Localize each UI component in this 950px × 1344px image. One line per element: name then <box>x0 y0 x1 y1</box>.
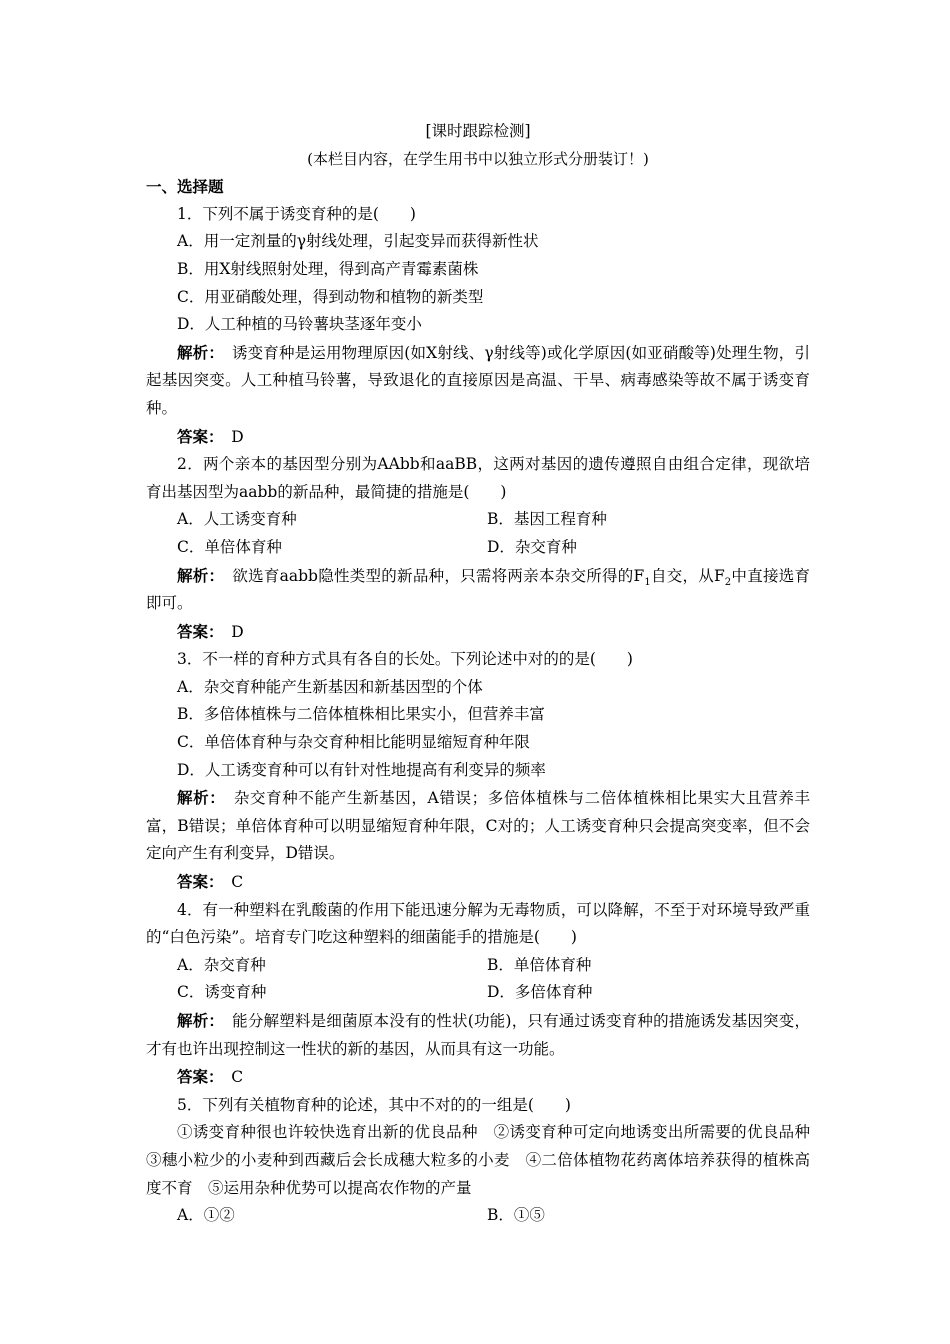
q1-option-a: A．用一定剂量的γ射线处理，引起变异而获得新性状 <box>177 232 539 251</box>
q4-options-row-1 <box>146 952 810 980</box>
q1-option-c: C．用亚硝酸处理，得到动物和植物的新类型 <box>177 287 484 306</box>
q2-option-c: C．单倍体育种 <box>177 537 282 556</box>
q3-option-d: D．人工诱变育种可以有针对性地提高有利变异的频率 <box>177 760 546 779</box>
q4-option-c: C．诱变育种 <box>177 983 267 1002</box>
q5-option-b: B．①⑤ <box>487 1206 545 1225</box>
subscript-2: 2 <box>724 576 732 588</box>
answer-label: 答案： <box>177 621 216 641</box>
q2-analysis-text-2: 自交，从F <box>650 566 725 585</box>
q1-analysis <box>146 339 810 423</box>
q4-options-row-2 <box>146 979 810 1007</box>
q2-answer <box>146 618 810 647</box>
q2-options-row-1 <box>146 506 810 534</box>
q3-answer <box>146 868 810 897</box>
q2-analysis-text-3: 中直接选育即可。 <box>146 566 810 613</box>
q2-options-row-2 <box>146 534 810 562</box>
q3-option-a: A．杂交育种能产生新基因和新基因型的个体 <box>177 677 483 696</box>
page-title: [课时跟踪检测] <box>425 122 531 140</box>
analysis-label: 解析： <box>177 1011 217 1030</box>
q4-analysis-text: 能分解塑料是细菌原本没有的性状(功能)，只有通过诱变育种的措施诱发基因突变，才有也许出现控制这一性状的新的基因，从而具有这一功能。 <box>146 1012 810 1058</box>
q4-option-a: A．杂交育种 <box>177 955 266 974</box>
q3-analysis-text: 杂交育种不能产生新基因，A错误；多倍体植株与二倍体植株相比果实大且营养丰富，B错误；单倍体育种可以明显缩短育种年限，C对的；人工诱变育种只会提高突变率，但不会定向产生有利变异，D错误。 <box>146 789 810 863</box>
analysis-label: 解析： <box>177 342 217 362</box>
q3-analysis <box>146 784 810 868</box>
q4-analysis <box>146 1007 810 1063</box>
q1-stem: 1．下列不属于诱变育种的是( ) <box>177 204 416 223</box>
q3-stem: 3．不一样的育种方式具有各自的长处。下列论述中对的的是( ) <box>177 650 633 669</box>
q2-stem: 2．两个亲本的基因型分别为AAbb和aaBB，这两对基因的遗传遵照自由组合定律，现欲培育出基因型为aabb的新品种，最简捷的措施是( ) <box>146 455 810 501</box>
q1-option-b: B．用X射线照射处理，得到高产青霉素菌株 <box>177 259 479 278</box>
q1-answer-value: D <box>231 427 244 446</box>
q2-analysis-text-1: 欲选育aabb隐性类型的新品种，只需将两亲本杂交所得的F <box>232 566 645 585</box>
q2-answer-value: D <box>231 622 244 641</box>
q5-stem: 5．下列有关植物育种的论述，其中不对的的一组是( ) <box>177 1095 571 1114</box>
q4-answer-value: C <box>231 1068 244 1087</box>
q2-analysis <box>146 562 810 618</box>
q4-option-b: B．单倍体育种 <box>487 955 592 974</box>
q4-stem: 4．有一种塑料在乳酸菌的作用下能迅速分解为无毒物质，可以降解，不至于对环境导致严重的“白色污染”。培育专门吃这种塑料的细菌能手的措施是( ) <box>146 900 810 947</box>
q1-analysis-text: 诱变育种是运用物理原因(如X射线、γ射线等)或化学原因(如亚硝酸等)处理生物，引起基因突变。人工种植马铃薯，导致退化的直接原因是高温、干旱、病毒感染等故不属于诱变育种。 <box>146 343 810 417</box>
document-page <box>146 118 826 1230</box>
page-subtitle: (本栏目内容，在学生用书中以独立形式分册装订！) <box>307 149 649 168</box>
q4-answer <box>146 1063 810 1092</box>
q2-option-b: B．基因工程育种 <box>487 510 607 529</box>
q1-option-d: D．人工种植的马铃薯块茎逐年变小 <box>177 315 422 334</box>
subscript-1: 1 <box>644 576 651 588</box>
q3-answer-value: C <box>231 873 244 892</box>
section-heading: 一、选择题 <box>146 177 224 197</box>
q5-option-a: A．①② <box>177 1206 235 1225</box>
answer-label: 答案： <box>177 426 216 446</box>
answer-label: 答案： <box>177 872 216 892</box>
q1-answer <box>146 423 810 452</box>
analysis-label: 解析： <box>177 565 217 585</box>
q3-option-c: C．单倍体育种与杂交育种相比能明显缩短育种年限 <box>177 733 530 752</box>
q5-items: ①诱变育种很也许较快选育出新的优良品种 ②诱变育种可定向地诱变出所需要的优良品种 ③穗小粒少的小麦种到西藏后会长成穗大粒多的小麦 ④二倍体植物花药离体培养获得的植株高度不育 ⑤运用杂种优势可以提高农作物的产量 <box>146 1123 826 1197</box>
q2-option-a: A．人工诱变育种 <box>177 510 297 529</box>
q5-options-row-1 <box>146 1202 810 1230</box>
q3-option-b: B．多倍体植株与二倍体植株相比果实小，但营养丰富 <box>177 705 545 724</box>
answer-label: 答案： <box>177 1067 216 1087</box>
analysis-label: 解析： <box>177 788 218 808</box>
q4-option-d: D．多倍体育种 <box>487 983 593 1002</box>
q2-option-d: D．杂交育种 <box>487 537 577 556</box>
